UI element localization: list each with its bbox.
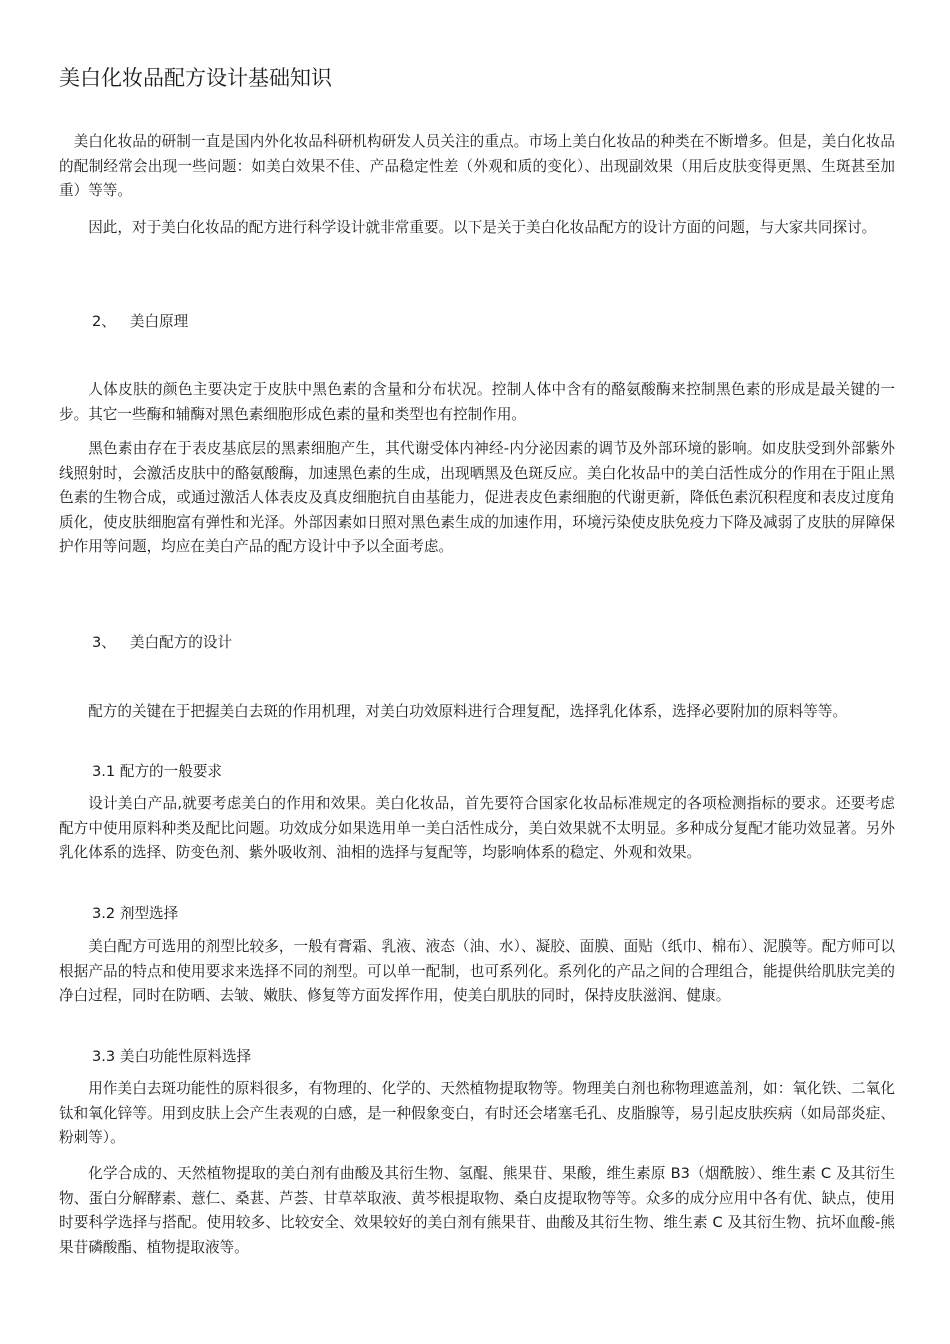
section-3-2-paragraph: 美白配方可选用的剂型比较多，一般有膏霜、乳液、液态（油、水）、凝胶、面膜、面贴（纸巾、棉布）、泥膜等。配方师可以根据产品的特点和使用要求来选择不同的剂型。可以单一配制，也可系列化。系列化的产品之间的合理组合，能提供给肌肤完美的净白过程，同时在防晒、去皱、嫩肤、修复等方面发挥作用，使美白肌肤的同时，保持皮肤滋润、健康。 — [59, 938, 895, 1004]
document-title: 美白化妆品配方设计基础知识 — [59, 66, 332, 90]
section-3-heading — [92, 632, 232, 654]
section-2-paragraph-1: 人体皮肤的颜色主要决定于皮肤中黑色素的含量和分布状况。控制人体中含有的酪氨酸酶来控制黑色素的形成是最关键的一步。其它一些酶和辅酶对黑色素细胞形成色素的量和类型也有控制作用。 — [59, 381, 895, 423]
section-3-3-paragraph-1: 用作美白去斑功能性的原料很多，有物理的、化学的、天然植物提取物等。物理美白剂也称物理遮盖剂，如：氧化铁、二氧化钛和氧化锌等。用到皮肤上会产生表观的白感，是一种假象变白，有时还会堵塞毛孔、皮脂腺等，易引起皮肤疾病（如局部炎症、粉刺等）。 — [59, 1080, 895, 1146]
section-3-3-paragraph-2: 化学合成的、天然植物提取的美白剂有曲酸及其衍生物、氢醌、熊果苷、果酸，维生素原 B3（烟酰胺）、维生素 C 及其衍生物、蛋白分解酵素、薏仁、桑葚、芦荟、甘草萃取液、黄芩根提取物、桑白皮提取物等等。众多的成分应用中各有优、缺点，使用时要科学选择与搭配。使用较多、比较安全、效果较好的美白剂有熊果苷、曲酸及其衍生物、维生素 C 及其衍生物、抗坏血酸-熊果苷磷酸酯、植物提取液等。 — [59, 1165, 895, 1256]
section-3-title: 美白配方的设计 — [129, 634, 233, 651]
section-3-3-heading: 3.3 美白功能性原料选择 — [92, 1048, 252, 1065]
section-3-paragraph-1: 配方的关键在于把握美白去斑的作用机理，对美白功效原料进行合理复配，选择乳化体系，选择必要附加的原料等等。 — [88, 703, 848, 720]
section-3-1-heading: 3.1 配方的一般要求 — [92, 763, 223, 780]
section-3-number: 3、 — [92, 634, 116, 651]
section-3-2-heading: 3.2 剂型选择 — [92, 905, 179, 922]
intro-paragraph-1: 美白化妆品的研制一直是国内外化妆品科研机构研发人员关注的重点。市场上美白化妆品的种类在不断增多。但是，美白化妆品的配制经常会出现一些问题：如美白效果不佳、产品稳定性差（外观和质的变化）、出现副效果（用后皮肤变得更黑、生斑甚至加重）等等。 — [59, 133, 895, 199]
section-2-paragraph-2: 黑色素由存在于表皮基底层的黑素细胞产生，其代谢受体内神经-内分泌因素的调节及外部环境的影响。如皮肤受到外部紫外线照射时，会激活皮肤中的酪氨酸酶，加速黑色素的生成，出现晒黑及色斑反应。美白化妆品中的美白活性成分的作用在于阻止黑色素的生物合成，或通过激活人体表皮及真皮细胞抗自由基能力，促进表皮色素细胞的代谢更新，降低色素沉积程度和表皮过度角质化，使皮肤细胞富有弹性和光泽。外部因素如日照对黑色素生成的加速作用，环境污染使皮肤免疫力下降及减弱了皮肤的屏障保护作用等问题，均应在美白产品的配方设计中予以全面考虑。 — [59, 440, 895, 555]
section-3-1-paragraph: 设计美白产品,就要考虑美白的作用和效果。美白化妆品，首先要符合国家化妆品标准规定的各项检测指标的要求。还要考虑配方中使用原料种类及配比问题。功效成分如果选用单一美白活性成分，美白效果就不太明显。多种成分复配才能功效显著。另外乳化体系的选择、防变色剂、紫外吸收剂、油相的选择与复配等，均影响体系的稳定、外观和效果。 — [59, 795, 895, 861]
section-2-title: 美白原理 — [129, 313, 189, 330]
intro-paragraph-2: 因此，对于美白化妆品的配方进行科学设计就非常重要。以下是关于美白化妆品配方的设计方面的问题，与大家共同探讨。 — [88, 219, 877, 236]
section-2-heading — [92, 311, 188, 333]
section-2-number: 2、 — [92, 313, 116, 330]
